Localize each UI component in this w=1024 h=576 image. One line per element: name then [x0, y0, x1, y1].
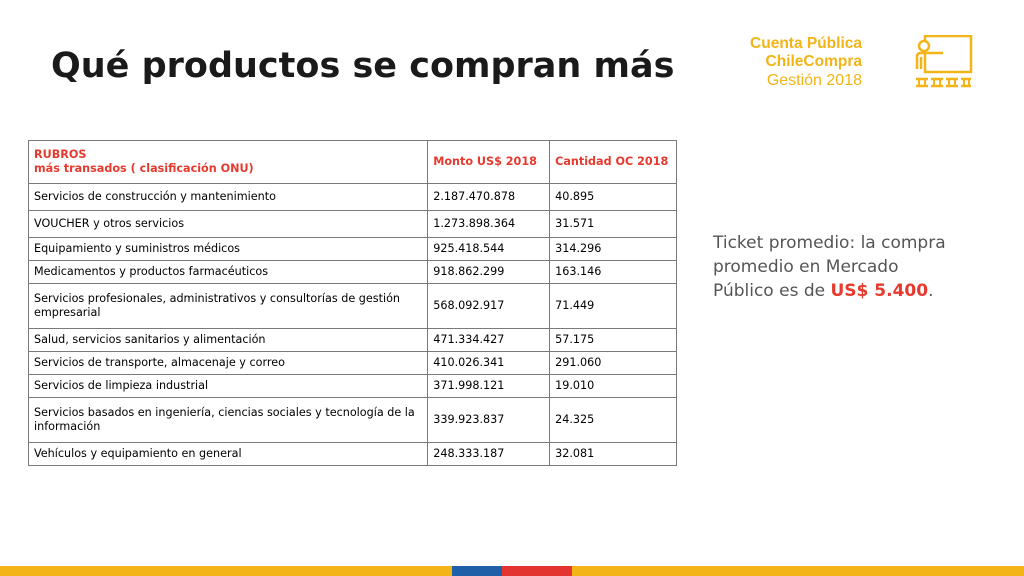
cell-cantidad: 314.296 [550, 238, 677, 261]
page-title: Qué productos se compran más [51, 46, 675, 86]
cell-monto: 339.923.837 [428, 398, 550, 443]
ticket-period: . [928, 281, 934, 301]
cell-cantidad: 24.325 [550, 398, 677, 443]
cell-monto: 471.334.427 [428, 329, 550, 352]
cell-monto: 918.862.299 [428, 261, 550, 284]
table-row [29, 184, 677, 211]
cell-rubro: Servicios basados en ingeniería, ciencias sociales y tecnología de la información [29, 398, 428, 443]
cell-cantidad: 71.449 [550, 284, 677, 329]
cell-cantidad: 31.571 [550, 211, 677, 238]
cell-rubro: Equipamiento y suministros médicos [29, 238, 428, 261]
rubros-table [28, 140, 677, 466]
bar-segment-yellow-left [0, 566, 452, 576]
header-monto: Monto US$ 2018 [428, 141, 550, 184]
cell-monto: 371.998.121 [428, 375, 550, 398]
cell-cantidad: 57.175 [550, 329, 677, 352]
cell-cantidad: 32.081 [550, 443, 677, 466]
bar-segment-yellow-right [572, 566, 1024, 576]
table-row [29, 398, 677, 443]
cell-rubro: Servicios de limpieza industrial [29, 375, 428, 398]
table-row [29, 211, 677, 238]
cell-monto: 568.092.917 [428, 284, 550, 329]
cell-cantidad: 19.010 [550, 375, 677, 398]
cell-rubro: VOUCHER y otros servicios [29, 211, 428, 238]
logo-text [750, 35, 862, 90]
cell-monto: 248.333.187 [428, 443, 550, 466]
bottom-color-bar [0, 566, 1024, 576]
table-row [29, 375, 677, 398]
bar-segment-red [502, 566, 572, 576]
ticket-promedio-note [713, 231, 953, 303]
cell-monto: 2.187.470.878 [428, 184, 550, 211]
table-row [29, 352, 677, 375]
cell-rubro: Servicios de transporte, almacenaje y correo [29, 352, 428, 375]
table-row [29, 329, 677, 352]
cell-rubro: Servicios profesionales, administrativos y consultorías de gestión empresarial [29, 284, 428, 329]
cell-monto: 925.418.544 [428, 238, 550, 261]
cell-cantidad: 163.146 [550, 261, 677, 284]
cell-monto: 410.026.341 [428, 352, 550, 375]
table-row [29, 284, 677, 329]
header-rubros-title: RUBROS [34, 148, 87, 161]
cell-cantidad: 40.895 [550, 184, 677, 211]
header-cantidad: Cantidad OC 2018 [550, 141, 677, 184]
presenter-audience-icon [913, 35, 973, 89]
cell-cantidad: 291.060 [550, 352, 677, 375]
table-row [29, 261, 677, 284]
bar-segment-blue [452, 566, 502, 576]
cell-monto: 1.273.898.364 [428, 211, 550, 238]
logo-line-gestion: Gestión 2018 [766, 72, 862, 89]
cell-rubro: Salud, servicios sanitarios y alimentación [29, 329, 428, 352]
cell-rubro: Medicamentos y productos farmacéuticos [29, 261, 428, 284]
cell-rubro: Vehículos y equipamiento en general [29, 443, 428, 466]
logo-line-cuenta-publica: Cuenta Pública [750, 35, 862, 52]
table-row [29, 443, 677, 466]
table-header-row [29, 141, 677, 184]
logo-line-chilecompra: ChileCompra [765, 53, 862, 70]
header-rubros [29, 141, 428, 184]
table-row [29, 238, 677, 261]
ticket-amount: US$ 5.400 [830, 281, 929, 301]
cell-rubro: Servicios de construcción y mantenimiento [29, 184, 428, 211]
header-rubros-subtitle: más transados ( clasificación ONU) [34, 162, 254, 175]
ticket-text: Ticket promedio: la compra promedio en Mercado Público es de [713, 233, 946, 301]
cuenta-publica-logo [750, 35, 980, 93]
